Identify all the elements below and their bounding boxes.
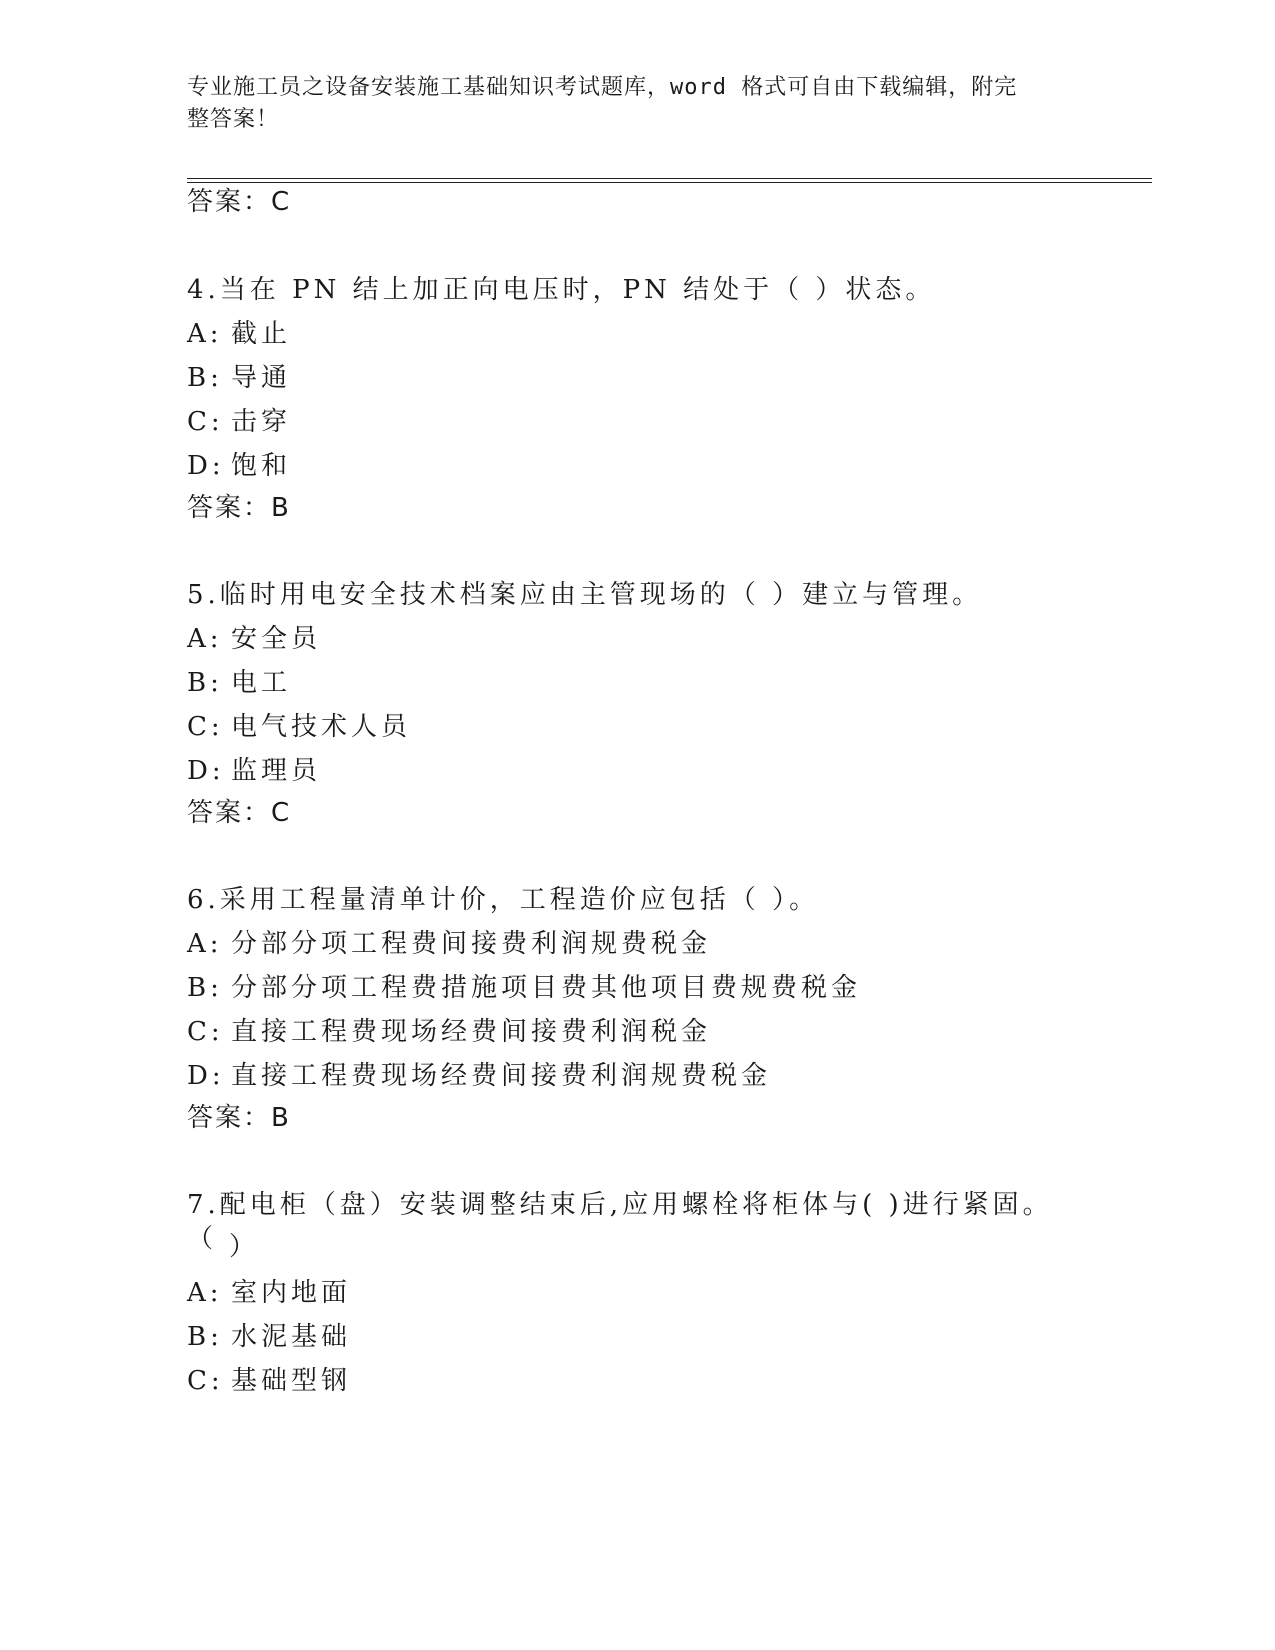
option-text: 监理员 [231,756,322,786]
option-key: D: [187,451,225,481]
question-7-option-b [187,1320,351,1354]
question-7-option-c [187,1364,351,1398]
option-key: A: [187,1278,223,1308]
option-text: 直接工程费现场经费间接费利润规费税金 [231,1061,772,1091]
question-4-answer: 答案：B [187,493,291,523]
question-5-option-a [187,622,321,656]
header-divider [187,178,1152,183]
option-text: 安全员 [231,624,322,654]
question-4-option-d [187,449,291,483]
question-5-title: 5.临时用电安全技术档案应由主管现场的（ ）建立与管理。 [187,580,983,610]
option-key: A: [187,624,223,654]
option-text: 分部分项工程费间接费利润规费税金 [231,929,712,959]
option-key: C: [187,407,224,437]
option-text: 水泥基础 [231,1322,352,1352]
option-key: D: [187,1061,225,1091]
option-text: 基础型钢 [231,1366,352,1396]
answer-previous: 答案：C [187,187,292,217]
question-5-option-b [187,666,291,700]
question-7-option-a [187,1276,351,1310]
header-line-2: 整答案！ [187,107,280,132]
question-5-option-d [187,754,321,788]
option-text: 直接工程费现场经费间接费利润税金 [231,1017,712,1047]
question-7-title: 7.配电柜（盘）安装调整结束后,应用螺栓将柜体与( )进行紧固。（ [187,1190,1053,1254]
option-key: B: [187,1322,223,1352]
option-text: 分部分项工程费措施项目费其他项目费规费税金 [231,973,862,1003]
option-key: B: [187,668,223,698]
question-6-option-c [187,1015,711,1049]
question-4-option-c [187,405,291,439]
question-6-answer: 答案：B [187,1103,291,1133]
option-text: 饱和 [231,451,292,481]
question-4-title: 4.当在 PN 结上加正向电压时，PN 结处于（ ）状态。 [187,275,936,305]
question-6-title: 6.采用工程量清单计价，工程造价应包括（ ）。 [187,885,820,915]
option-text: 击穿 [231,407,292,437]
option-key: C: [187,712,224,742]
option-key: A: [187,319,223,349]
option-text: 导通 [231,363,292,393]
option-key: C: [187,1017,224,1047]
question-5-answer: 答案：C [187,798,292,828]
option-key: B: [187,363,223,393]
option-key: D: [187,756,225,786]
option-key: B: [187,973,223,1003]
option-text: 截止 [231,319,292,349]
question-7-title-continued: ） [229,1232,260,1262]
question-6-option-a [187,927,711,961]
option-text: 电工 [231,668,292,698]
document-header [187,72,1067,136]
header-line-1: 专业施工员之设备安装施工基础知识考试题库，word 格式可自由下载编辑，附完 [187,75,1018,100]
question-5-option-c [187,710,411,744]
question-6-option-d [187,1059,771,1093]
option-text: 电气技术人员 [231,712,412,742]
question-4-option-b [187,361,291,395]
option-text: 室内地面 [231,1278,352,1308]
option-key: A: [187,929,223,959]
option-key: C: [187,1366,224,1396]
question-4-option-a [187,317,291,351]
question-6-option-b [187,971,861,1005]
